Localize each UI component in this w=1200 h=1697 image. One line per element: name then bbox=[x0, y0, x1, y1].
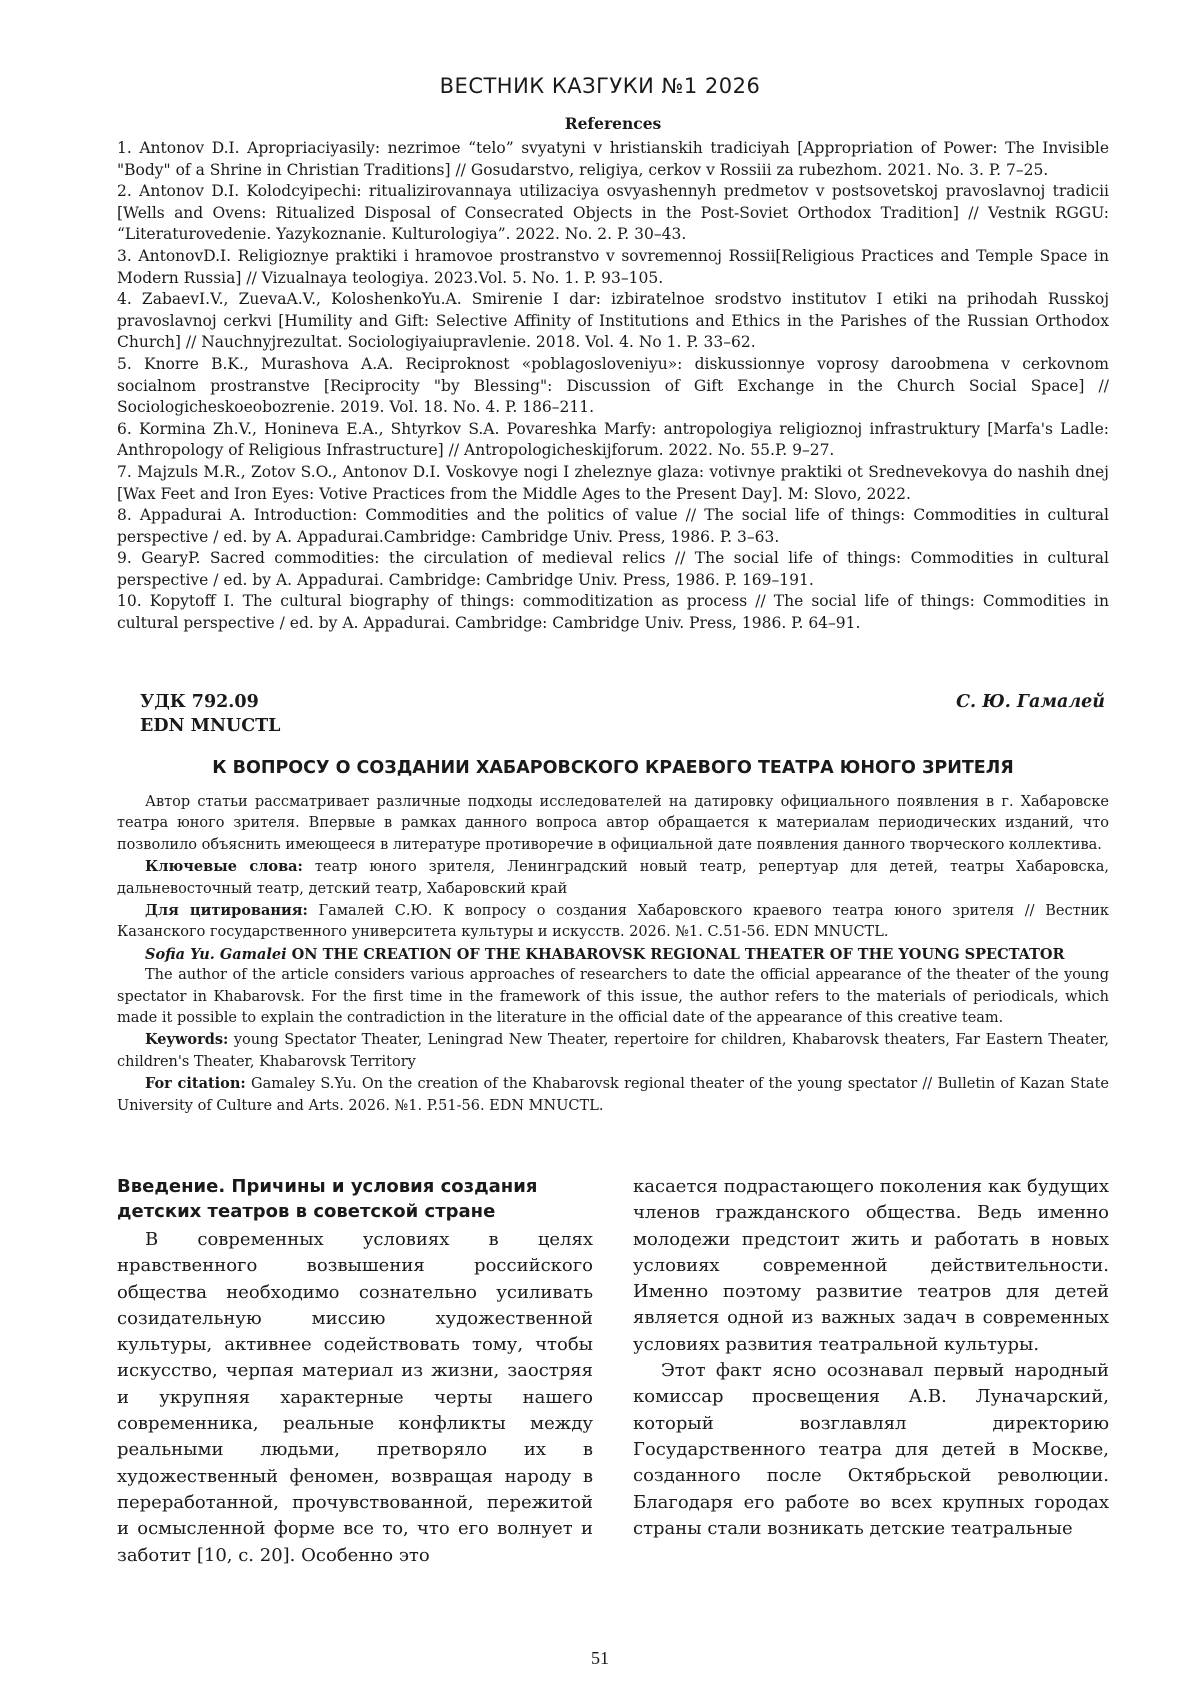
citation-ru bbox=[117, 900, 1109, 944]
page-number: 51 bbox=[591, 1648, 609, 1668]
body-columns bbox=[117, 1174, 1109, 1569]
references-section bbox=[117, 114, 1109, 635]
citation-en-label: For citation: bbox=[145, 1075, 246, 1093]
keywords-ru-label: Ключевые слова: bbox=[145, 858, 303, 876]
reference-item: 2. Antonov D.I. Kolodcyipechi: ritualizirovannaya utilizaciya osvyashennyh predmetov v postsovetskoj pravoslavnoj tradicii [Wells and Ovens: Ritualized Disposal of Consecrated Objects in the Post-Soviet Orthodox Tradition] // Vestnik RGGU: “Literaturovedenie. Yazykoznanie. Kulturologiya”. 2022. No. 2. P. 30–43. bbox=[117, 182, 1109, 244]
article-meta bbox=[140, 690, 1105, 738]
keywords-en bbox=[117, 1029, 1109, 1073]
title-en: ON THE CREATION OF THE KHABAROVSK REGIONAL THEATER OF THE YOUNG SPECTATOR bbox=[286, 945, 1065, 963]
keywords-ru-text: театр юного зрителя, Ленинградский новый театр, репертуар для детей, театры Хабаровска, дальневосточный театр, детский театр, Хабаровский край bbox=[117, 859, 1109, 897]
reference-item: 9. GearyP. Sacred commodities: the circulation of medieval relics // The social life of things: Commodities in cultural perspective / ed. by A. Appadurai. Cambridge: Cambridge Univ. Press, 1986. P. 169–191. bbox=[117, 549, 1109, 589]
abstract-ru: Автор статьи рассматривает различные подходы исследователей на датировку официального появления в г. Хабаровске театра юного зрителя. Впервые в рамках данного вопроса автор обращается к материалам периодических изданий, что позволило объяснить имеющееся в литературе противоречие в официальной дате появления данного творческого коллектива. bbox=[117, 794, 1109, 853]
body-paragraph: В современных условиях в целях нравственного возвышения российского общества необходимо сознательно усиливать созидательную миссию художественной культуры, активнее содействовать тому, чтобы искусство, черпая материал из жизни, заостряя и укрупняя характерные черты нашего современника, реальные конфликты между реальными людьми, претворяло их в художественный феномен, возвращая народу в переработанной, прочувствованной, пережитой и осмысленной форме все то, что его волнует и заботит [10, с. 20]. Особенно это bbox=[117, 1229, 593, 1566]
reference-item: 7. Majzuls M.R., Zotov S.O., Antonov D.I. Voskovye nogi I zheleznye glaza: votivnye praktiki ot Srednevekovya do nashih dnej [Wax Feet and Iron Eyes: Votive Practices from the Middle Ages to the Present Day]. M: Slovo, 2022. bbox=[117, 462, 1109, 503]
udk-code: УДК 792.09 bbox=[140, 692, 259, 712]
section-heading: Введение. Причины и условия создания детских театров в советской стране bbox=[117, 1176, 538, 1222]
author-name: С. Ю. Гамалей bbox=[956, 692, 1105, 712]
reference-item: 8. Appadurai A. Introduction: Commodities and the politics of value // The social life of things: Commodities in cultural perspective / ed. by A. Appadurai.Cambridge: Cambridge Univ. Press, 1986. P. 3–63. bbox=[117, 506, 1109, 546]
reference-item: 5. Knorre B.K., Murashova A.A. Reciproknost «poblagosloveniyu»: diskussionnye voprosy daroobmena v cerkovnom socialnom prostranstve [Reciprocity "by Blessing": Discussion of Gift Exchange in the Church Social Space] // Sociologicheskoeobozrenie. 2019. Vol. 18. No. 4. P. 186–211. bbox=[117, 354, 1109, 417]
reference-item: 6. Kormina Zh.V., Honineva E.A., Shtyrkov S.A. Povareshka Marfy: antropologiya religioznoj infrastruktury [Marfa's Ladle: Anthropology of Religious Infrastructure] // Antropologicheskijforum. 2022. No. 55.P. 9–27. bbox=[117, 419, 1109, 460]
citation-ru-label: Для цитирования: bbox=[145, 902, 308, 920]
reference-item: 10. Kopytoff I. The cultural biography of things: commoditization as process // The social life of things: Commodities in cultural perspective / ed. by A. Appadurai. Cambridge: Cambridge Univ. Press, 1986. P. 64–91. bbox=[117, 592, 1109, 633]
english-title-line bbox=[117, 944, 1109, 965]
reference-item: 4. ZabaevI.V., ZuevaA.V., KoloshenkoYu.A. Smirenie I dar: izbiratelnoe srodstvo institutov I etiki na prihodah Russkoj pravoslavnoj cerkvi [Humility and Gift: Selective Affinity of Institutions and Ethics in the Parishes of the Russian Orthodox Church] // Nauchnyjrezultat. Sociologiyaiupravlenie. 2018. Vol. 4. No 1. P. 33–62. bbox=[117, 290, 1109, 352]
author-en: Sofia Yu. Gamalei bbox=[145, 945, 287, 963]
right-column bbox=[633, 1174, 1109, 1569]
abstract-block bbox=[117, 792, 1109, 1117]
left-column bbox=[117, 1174, 593, 1569]
keywords-en-text: young Spectator Theater, Leningrad New Theater, repertoire for children, Khabarovsk theaters, Far Eastern Theater, children's Theater, Khabarovsk Territory bbox=[117, 1032, 1109, 1070]
article-title: К ВОПРОСУ О СОЗДАНИИ ХАБАРОВСКОГО КРАЕВОГО ТЕАТРА ЮНОГО ЗРИТЕЛЯ bbox=[212, 758, 1014, 778]
keywords-ru bbox=[117, 856, 1109, 900]
running-header: ВЕСТНИК КАЗГУКИ №1 2026 bbox=[439, 74, 761, 98]
references-title: References bbox=[564, 114, 662, 133]
edn-code: EDN MNUCTL bbox=[140, 716, 281, 736]
reference-item: 1. Antonov D.I. Apropriaciyasily: nezrimoe “telo” svyatyni v hristianskih tradiciyah [Appropriation of Power: The Invisible "Body" of a Shrine in Christian Traditions] // Gosudarstvo, religiya, cerkov v Rossiii za rubezhom. 2021. No. 3. P. 7–25. bbox=[117, 139, 1109, 179]
abstract-en: The author of the article considers various approaches of researchers to date the official appearance of the theater of the young spectator in Khabarovsk. For the first time in the framework of this issue, the author refers to the materials of periodicals, which made it possible to explain the contradiction in the literature in the official date of the appearance of this creative team. bbox=[117, 967, 1109, 1027]
reference-item: 3. AntonovD.I. Religioznye praktiki i hramovoe prostranstvo v sovremennoj Rossii[Religious Practices and Temple Space in Modern Russia] // Vizualnaya teologiya. 2023.Vol. 5. No. 1. P. 93–105. bbox=[117, 246, 1109, 287]
citation-ru-text: Гамалей С.Ю. К вопросу о создания Хабаровского краевого театра юного зрителя // Вестник Казанского государственного университета культуры и искусств. 2026. №1. С.51-56. EDN MNUCTL. bbox=[117, 903, 1109, 941]
citation-en bbox=[117, 1073, 1109, 1117]
citation-en-text: Gamaley S.Yu. On the creation of the Khabarovsk regional theater of the young spectator // Bulletin of Kazan State University of Culture and Arts. 2026. №1. P.51-56. EDN MNUCTL. bbox=[117, 1076, 1109, 1114]
body-paragraph: касается подрастающего поколения как будущих членов гражданского общества. Ведь именно молодежи предстоит жить и работать в новых условиях современной действительности. Именно поэтому развитие театров для детей является одной из важных задач в современных условиях развития театральной культуры. bbox=[633, 1176, 1109, 1355]
keywords-en-label: Keywords: bbox=[145, 1031, 229, 1049]
body-paragraph: Этот факт ясно осознавал первый народный комиссар просвещения А.В. Луначарский, который возглавлял директорию Государственного театра для детей в Москве, созданного после Октябрьской революции. Благодаря его работе во всех крупных городах страны стали возникать детские театральные bbox=[633, 1360, 1109, 1539]
